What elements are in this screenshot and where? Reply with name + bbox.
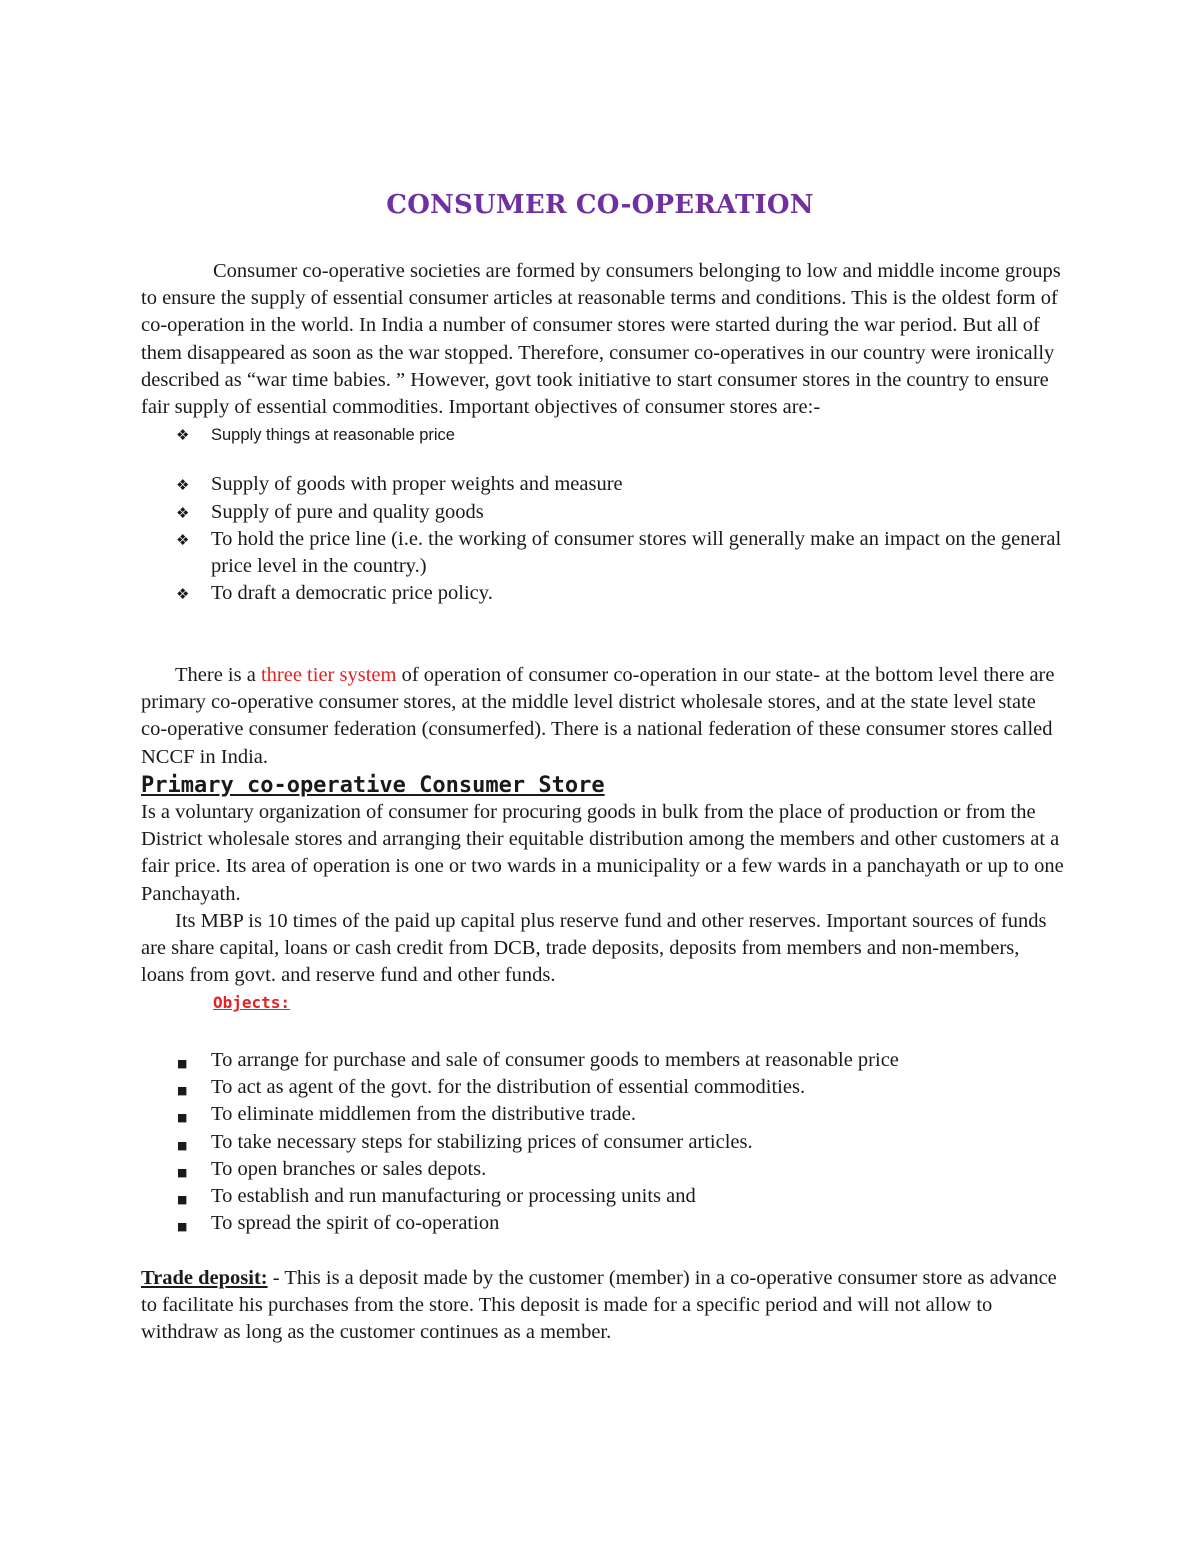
objective-text: Supply of goods with proper weights and measure bbox=[211, 473, 623, 496]
square-bullet-icon: ■ bbox=[177, 1057, 188, 1070]
objects-label: Objects: bbox=[213, 993, 291, 1013]
objects-section bbox=[141, 1047, 1066, 1237]
diamond-bullet-icon: ❖ bbox=[176, 426, 190, 445]
square-bullet-icon: ■ bbox=[177, 1111, 188, 1125]
intro-section bbox=[141, 258, 1066, 607]
primary-store-section bbox=[141, 772, 1066, 1017]
square-bullet-icon: ■ bbox=[177, 1084, 188, 1098]
square-bullet-icon: ■ bbox=[177, 1138, 188, 1152]
diamond-bullet-icon: ❖ bbox=[176, 503, 190, 522]
object-text: To open branches or sales depots. bbox=[211, 1157, 487, 1180]
square-bullet-icon: ■ bbox=[177, 1165, 188, 1179]
list-item bbox=[141, 1074, 1066, 1101]
objects-list bbox=[141, 1047, 1066, 1237]
object-text: To spread the spirit of co-operation bbox=[211, 1212, 500, 1235]
primary-store-heading: Primary co-operative Consumer Store bbox=[141, 773, 605, 798]
objective-text: Supply of pure and quality goods bbox=[211, 500, 484, 523]
three-tier-highlight: three tier system bbox=[260, 664, 397, 686]
object-text: To take necessary steps for stabilizing prices of consumer articles. bbox=[211, 1130, 753, 1153]
list-item bbox=[141, 1129, 1066, 1156]
list-item bbox=[141, 526, 1066, 580]
trade-deposit-section bbox=[141, 1265, 1066, 1347]
list-item bbox=[141, 580, 1066, 607]
list-item bbox=[141, 499, 1066, 526]
object-text: To establish and run manufacturing or processing units and bbox=[211, 1185, 696, 1208]
trade-deposit-text: - This is a deposit made by the customer (member) in a co-operative consumer store as advance to facilitate his purchases from the store. This deposit is made for a specific period and will not allow to withdraw as long as the customer continues as a member. bbox=[141, 1267, 1057, 1344]
primary-store-paragraph: Is a voluntary organization of consumer for procuring goods in bulk from the place of production or from the District wholesale stores and arranging their equitable distribution among the members and other customers at a fair price. Its area of operation is one or two wards in a municipality or a few wards in a panchayath or up to one Panchayath. bbox=[141, 801, 1064, 905]
diamond-bullet-icon: ❖ bbox=[176, 476, 190, 495]
tier-paragraph bbox=[141, 662, 1066, 771]
diamond-bullet-icon: ❖ bbox=[176, 585, 190, 604]
tier-text-before: There is a bbox=[175, 664, 261, 686]
tier-text-after: of operation of consumer co-operation in our state- at the bottom level there are primary co-operative consumer stores, at the middle level district wholesale stores, and at the state level state co-operative consumer federation (consumerfed). There is a national federation of these consumer stores called NCCF in India. bbox=[141, 664, 1055, 768]
diamond-bullet-icon: ❖ bbox=[176, 530, 190, 549]
object-text: To eliminate middlemen from the distributive trade. bbox=[211, 1103, 636, 1126]
list-item bbox=[141, 1047, 1066, 1074]
objective-text: To draft a democratic price policy. bbox=[211, 582, 493, 605]
list-item bbox=[141, 1156, 1066, 1183]
page-title: CONSUMER CO-OPERATION bbox=[386, 190, 814, 220]
trade-deposit-paragraph bbox=[141, 1265, 1066, 1347]
object-text: To arrange for purchase and sale of consumer goods to members at reasonable price bbox=[211, 1049, 899, 1071]
tier-section bbox=[141, 662, 1066, 771]
objective-text: To hold the price line (i.e. the working of consumer stores will generally make an impact on the general price level in the country.) bbox=[211, 527, 1062, 578]
trade-deposit-label: Trade deposit: bbox=[141, 1267, 268, 1289]
list-item bbox=[141, 1101, 1066, 1128]
mbp-paragraph: Its MBP is 10 times of the paid up capital plus reserve fund and other reserves. Important sources of funds are share capital, loans or cash credit from DCB, trade deposits, deposits from members and non-members, loans from govt. and reserve fund and other funds. bbox=[141, 909, 1047, 987]
objective-text: Supply things at reasonable price bbox=[211, 426, 455, 445]
list-item bbox=[141, 421, 1066, 449]
list-item bbox=[141, 1183, 1066, 1210]
square-bullet-icon: ■ bbox=[177, 1220, 188, 1234]
list-item bbox=[141, 471, 1066, 498]
objectives-list bbox=[141, 421, 1066, 607]
intro-paragraph: Consumer co-operative societies are formed by consumers belonging to low and middle income groups to ensure the supply of essential consumer articles at reasonable terms and conditions. This is the oldest form of co-operation in the world. In India a number of consumer stores were started during the war period. But all of them disappeared as soon as the war stopped. Therefore, consumer co-operatives in our country were ironically described as “war time babies. ” However, govt took initiative to start consumer stores in the country to ensure fair supply of essential commodities. Important objectives of consumer stores are:- bbox=[141, 260, 1061, 419]
list-item bbox=[141, 1210, 1066, 1237]
object-text: To act as agent of the govt. for the distribution of essential commodities. bbox=[211, 1076, 806, 1099]
square-bullet-icon: ■ bbox=[177, 1193, 188, 1207]
